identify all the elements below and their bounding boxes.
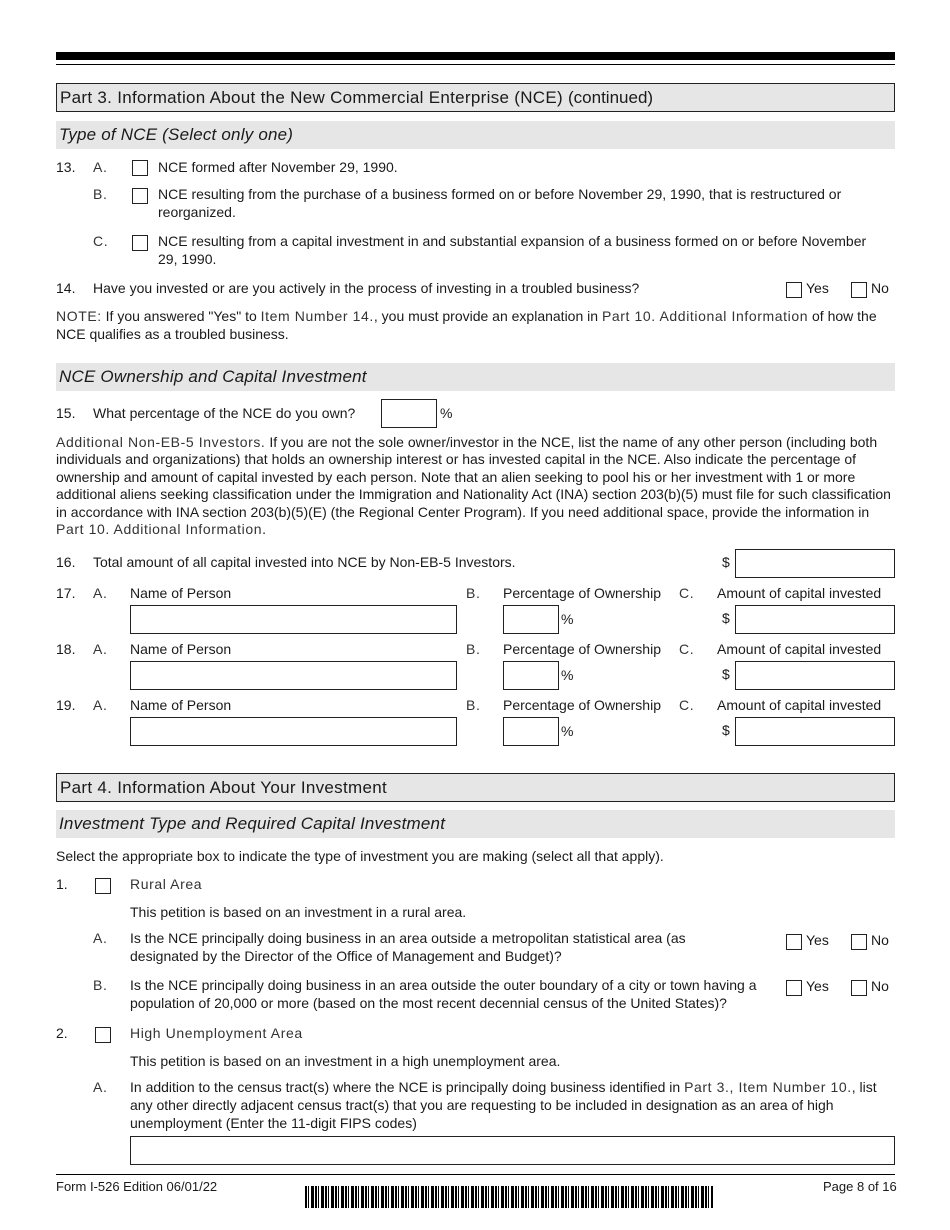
row-b-letter: B. — [466, 585, 481, 601]
q16-dollar-sign: $ — [722, 554, 730, 570]
row-number: 17. — [56, 585, 76, 601]
investors-text-end: . — [262, 521, 267, 538]
p4q2-number: 2. — [56, 1025, 68, 1041]
p4q1a-no-checkbox[interactable] — [851, 934, 867, 950]
note-ref-item14: Item Number 14. — [260, 308, 374, 324]
note-text-3: of how the NCE qualifies as a troubled business. — [56, 308, 877, 342]
row-c-letter: C. — [679, 697, 695, 713]
dollar-sign: $ — [722, 610, 730, 626]
p4q1b-yes-label: Yes — [806, 978, 829, 994]
part4-header: Part 4. Information About Your Investment — [56, 773, 895, 802]
percentage-label: Percentage of Ownership — [503, 585, 661, 601]
row-a-letter: A. — [93, 641, 108, 657]
percent-sign: % — [561, 723, 574, 739]
additional-investors-paragraph — [56, 434, 895, 538]
high-unemployment-checkbox[interactable] — [95, 1027, 111, 1043]
row-b-letter: B. — [466, 641, 481, 657]
q14-yes-checkbox[interactable] — [786, 282, 802, 298]
amount-input[interactable] — [735, 661, 895, 690]
q15-text: What percentage of the NCE do you own? — [93, 405, 356, 421]
footer-form-edition: Form I-526 Edition 06/01/22 — [56, 1179, 218, 1194]
name-label: Name of Person — [130, 697, 232, 713]
dollar-sign: $ — [722, 722, 730, 738]
part4-intro: Select the appropriate box to indicate the type of investment you are making (select all that apply). — [56, 848, 664, 864]
amount-label: Amount of capital invested — [717, 585, 882, 601]
row-c-letter: C. — [679, 641, 695, 657]
q14-yes-label: Yes — [806, 280, 829, 296]
p4q1a-letter: A. — [93, 930, 108, 946]
q13a-letter: A. — [93, 159, 108, 175]
percent-sign: % — [561, 611, 574, 627]
part3-header — [56, 83, 895, 112]
rural-area-desc: This petition is based on an investment in a rural area. — [130, 904, 467, 920]
investors-ref-part10: Part 10. Additional Information — [56, 521, 263, 538]
row-number: 18. — [56, 641, 76, 657]
amount-input[interactable] — [735, 605, 895, 634]
part3-header-continued: (continued) — [568, 88, 654, 107]
type-of-nce-heading: Type of NCE (Select only one) — [56, 121, 895, 149]
ownership-heading: NCE Ownership and Capital Investment — [56, 363, 895, 391]
q16-amount-input[interactable] — [735, 549, 895, 578]
investors-text: If you are not the sole owner/investor in the NCE, list the name of any other person (including both individuals and organizations) that holds an ownership interest or has invested capital in the NCE. Also indicate the percentage of ownership and amount of capital invested by each person. Note that an alien seeking to pool his or her investment with 1 or more additional aliens seeking classification under the Immigration and Nationality Act (INA) section 203(b)(5) must file for such classification in accordance with INA section 203(b)(5)(E) (the Regional Center Program). If you need additional space, provide the information in — [56, 434, 891, 520]
investment-type-heading: Investment Type and Required Capital Investment — [56, 810, 895, 838]
p4q1b-text: Is the NCE principally doing business in an area outside the outer boundary of a city or town having a population of 20,000 or more (based on the most recent decennial census of the United States)? — [130, 977, 757, 1011]
percentage-label: Percentage of Ownership — [503, 697, 661, 713]
rural-area-checkbox[interactable] — [95, 878, 111, 894]
p4q2a-ref: Part 3., Item Number 10. — [684, 1079, 852, 1095]
name-input[interactable] — [130, 717, 457, 746]
high-unemployment-label: High Unemployment Area — [130, 1025, 303, 1041]
q13c-checkbox[interactable] — [132, 235, 148, 251]
q13-number: 13. — [56, 159, 76, 175]
p4q1a-yes-checkbox[interactable] — [786, 934, 802, 950]
part3-header-title: Part 3. Information About the New Commercial Enterprise (NCE) — [60, 88, 563, 107]
percentage-input[interactable] — [503, 661, 559, 690]
percentage-input[interactable] — [503, 717, 559, 746]
q13b-letter: B. — [93, 186, 108, 202]
top-thin-rule — [56, 64, 895, 65]
percentage-label: Percentage of Ownership — [503, 641, 661, 657]
q14-text: Have you invested or are you actively in the process of investing in a troubled business? — [93, 280, 640, 296]
p4q1-number: 1. — [56, 876, 68, 892]
name-input[interactable] — [130, 605, 457, 634]
percentage-input[interactable] — [503, 605, 559, 634]
footer-page-number: Page 8 of 16 — [823, 1179, 897, 1194]
p4q2a-letter: A. — [93, 1079, 108, 1095]
row-number: 19. — [56, 697, 76, 713]
amount-label: Amount of capital invested — [717, 641, 882, 657]
q14-no-checkbox[interactable] — [851, 282, 867, 298]
q15-number: 15. — [56, 405, 76, 421]
q15-percent-sign: % — [440, 405, 453, 421]
p4q1b-yes-checkbox[interactable] — [786, 980, 802, 996]
p4q1a-text: Is the NCE principally doing business in an area outside a metropolitan statistical area (as designated by the Director of the Office of Management and Budget)? — [130, 930, 686, 964]
amount-label: Amount of capital invested — [717, 697, 882, 713]
p4q2a-text-1: In addition to the census tract(s) where the NCE is principally doing business identified in — [130, 1079, 685, 1095]
barcode — [305, 1186, 713, 1208]
name-label: Name of Person — [130, 585, 232, 601]
row-a-letter: A. — [93, 697, 108, 713]
p4q2a-text-2: , list any other directly adjacent census tract(s) that you are requesting to be included in designation as an area of high unemployment (Enter the 11-digit FIPS codes) — [130, 1079, 877, 1131]
row-a-letter: A. — [93, 585, 108, 601]
row-c-letter: C. — [679, 585, 695, 601]
rural-area-label: Rural Area — [130, 876, 203, 892]
q13b-text: NCE resulting from the purchase of a business formed on or before November 29, 1990, that is restructured or reorganized. — [158, 186, 842, 220]
q13c-text: NCE resulting from a capital investment in and substantial expansion of a business formed on or before November 29, 1990. — [158, 233, 867, 267]
row-b-letter: B. — [466, 697, 481, 713]
note-label: NOTE: — [56, 308, 102, 324]
q13a-text: NCE formed after November 29, 1990. — [158, 159, 398, 175]
p4q1b-letter: B. — [93, 977, 108, 993]
fips-codes-input[interactable] — [130, 1136, 895, 1165]
q13b-checkbox[interactable] — [132, 188, 148, 204]
note-text-2: , you must provide an explanation in — [373, 308, 602, 324]
p4q1b-no-checkbox[interactable] — [851, 980, 867, 996]
p4q2a-text — [130, 1078, 895, 1132]
investors-label: Additional Non-EB-5 Investors. — [56, 434, 266, 450]
p4q1b-no-label: No — [871, 978, 889, 994]
p4q1a-no-label: No — [871, 932, 889, 948]
q14-number: 14. — [56, 280, 76, 296]
q14-note — [56, 307, 895, 343]
p4q1a-yes-label: Yes — [806, 932, 829, 948]
footer-rule — [56, 1174, 895, 1175]
top-thick-rule — [56, 52, 895, 60]
note-ref-part10: Part 10. Additional Information — [601, 308, 809, 324]
high-unemployment-desc: This petition is based on an investment in a high unemployment area. — [130, 1053, 561, 1069]
q13a-checkbox[interactable] — [132, 160, 148, 176]
q14-no-label: No — [871, 280, 889, 296]
q13c-letter: C. — [93, 233, 109, 249]
name-label: Name of Person — [130, 641, 232, 657]
percent-sign: % — [561, 667, 574, 683]
q16-number: 16. — [56, 554, 76, 570]
name-input[interactable] — [130, 661, 457, 690]
dollar-sign: $ — [722, 666, 730, 682]
q15-percentage-input[interactable] — [381, 399, 437, 428]
amount-input[interactable] — [735, 717, 895, 746]
note-text-1: If you answered "Yes" to — [101, 308, 261, 324]
q16-text: Total amount of all capital invested into NCE by Non-EB-5 Investors. — [93, 554, 516, 570]
